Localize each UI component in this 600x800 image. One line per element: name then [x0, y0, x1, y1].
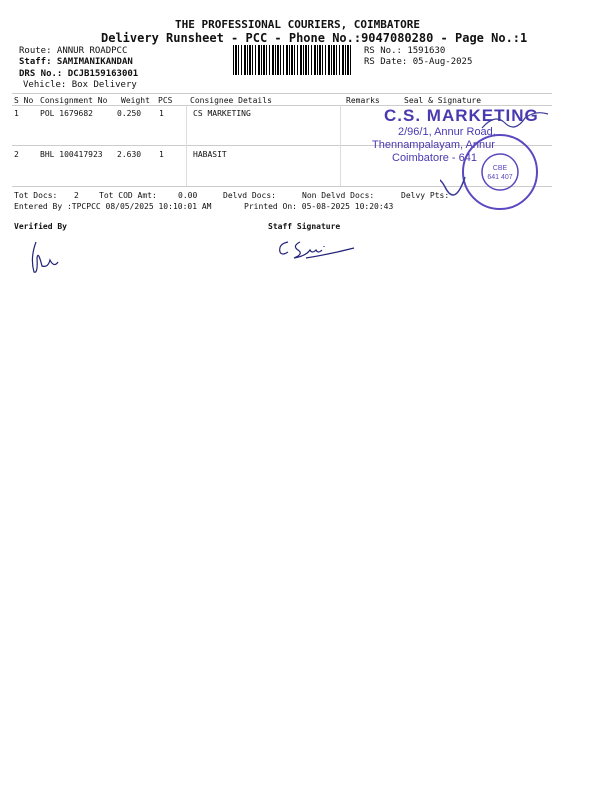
entered-by: Entered By :TPCPCC 08/05/2025 10:10:01 AM	[14, 202, 212, 211]
tot-docs-value: 2	[74, 191, 79, 200]
seal-signature-scribble-icon	[480, 108, 550, 133]
habasit-seal-icon	[440, 132, 555, 212]
row-sno: 2	[14, 150, 19, 159]
col-consignee: Consignee Details	[190, 96, 272, 105]
divider	[340, 105, 341, 186]
row-consignment: POL 1679682	[40, 109, 93, 118]
col-weight: Weight	[121, 96, 150, 105]
col-sno: S No	[14, 96, 34, 105]
tot-cod-value: 0.00	[178, 191, 198, 200]
divider	[12, 93, 552, 94]
drs-number: DRS No.: DCJB159163001	[19, 69, 139, 79]
row-consignee: CS MARKETING	[193, 109, 251, 118]
row-pcs: 1	[159, 109, 164, 118]
col-remarks: Remarks	[346, 96, 380, 105]
divider	[186, 105, 187, 186]
row-weight: 2.630	[117, 150, 142, 159]
rs-number: RS No.: 1591630	[364, 46, 446, 56]
col-seal: Seal & Signature	[404, 96, 482, 105]
row-pcs: 1	[159, 150, 164, 159]
rs-date: RS Date: 05-Aug-2025	[364, 57, 473, 67]
staff: Staff: SAMIMANIKANDAN	[19, 57, 133, 67]
row-weight: 0.250	[117, 109, 142, 118]
svg-text:CBE: CBE	[492, 165, 508, 172]
staff-signature-icon	[276, 236, 358, 262]
staff-signature-label: Staff Signature	[268, 222, 341, 231]
route: Route: ANNUR ROADPCC	[19, 46, 128, 56]
vehicle: Vehicle: Box Delivery	[23, 80, 137, 90]
verified-by-label: Verified By	[14, 222, 67, 231]
tot-cod-label: Tot COD Amt:	[99, 191, 157, 200]
cs-marketing-stamp-name: C.S. MARKETING	[384, 106, 539, 125]
printed-on: Printed On: 05-08-2025 10:20:43	[244, 202, 394, 211]
barcode	[233, 45, 353, 75]
runsheet-subtitle: Delivery Runsheet - PCC - Phone No.:9047080280 - Page No.:1	[101, 31, 528, 45]
delvd-docs-label: Delvd Docs:	[223, 191, 276, 200]
company-title: THE PROFESSIONAL COURIERS, COIMBATORE	[175, 18, 421, 31]
verifier-signature-icon	[28, 238, 68, 276]
col-consignment: Consignment No	[40, 96, 108, 105]
non-delvd-docs-label: Non Delvd Docs:	[302, 191, 375, 200]
delvy-pts-label: Delvy Pts:	[401, 191, 450, 200]
cs-stamp-line3: Coimbatore - 641	[392, 152, 477, 164]
svg-text:641 407: 641 407	[487, 174, 513, 181]
cs-stamp-line1: 2/96/1, Annur Road,	[398, 126, 496, 138]
row-sno: 1	[14, 109, 19, 118]
col-pcs: PCS	[158, 96, 173, 105]
row-consignment: BHL 100417923	[40, 150, 103, 159]
tot-docs-label: Tot Docs:	[14, 191, 58, 200]
cs-stamp-line2: Thennampalayam, Annur	[372, 139, 495, 151]
row-consignee: HABASIT	[193, 150, 227, 159]
